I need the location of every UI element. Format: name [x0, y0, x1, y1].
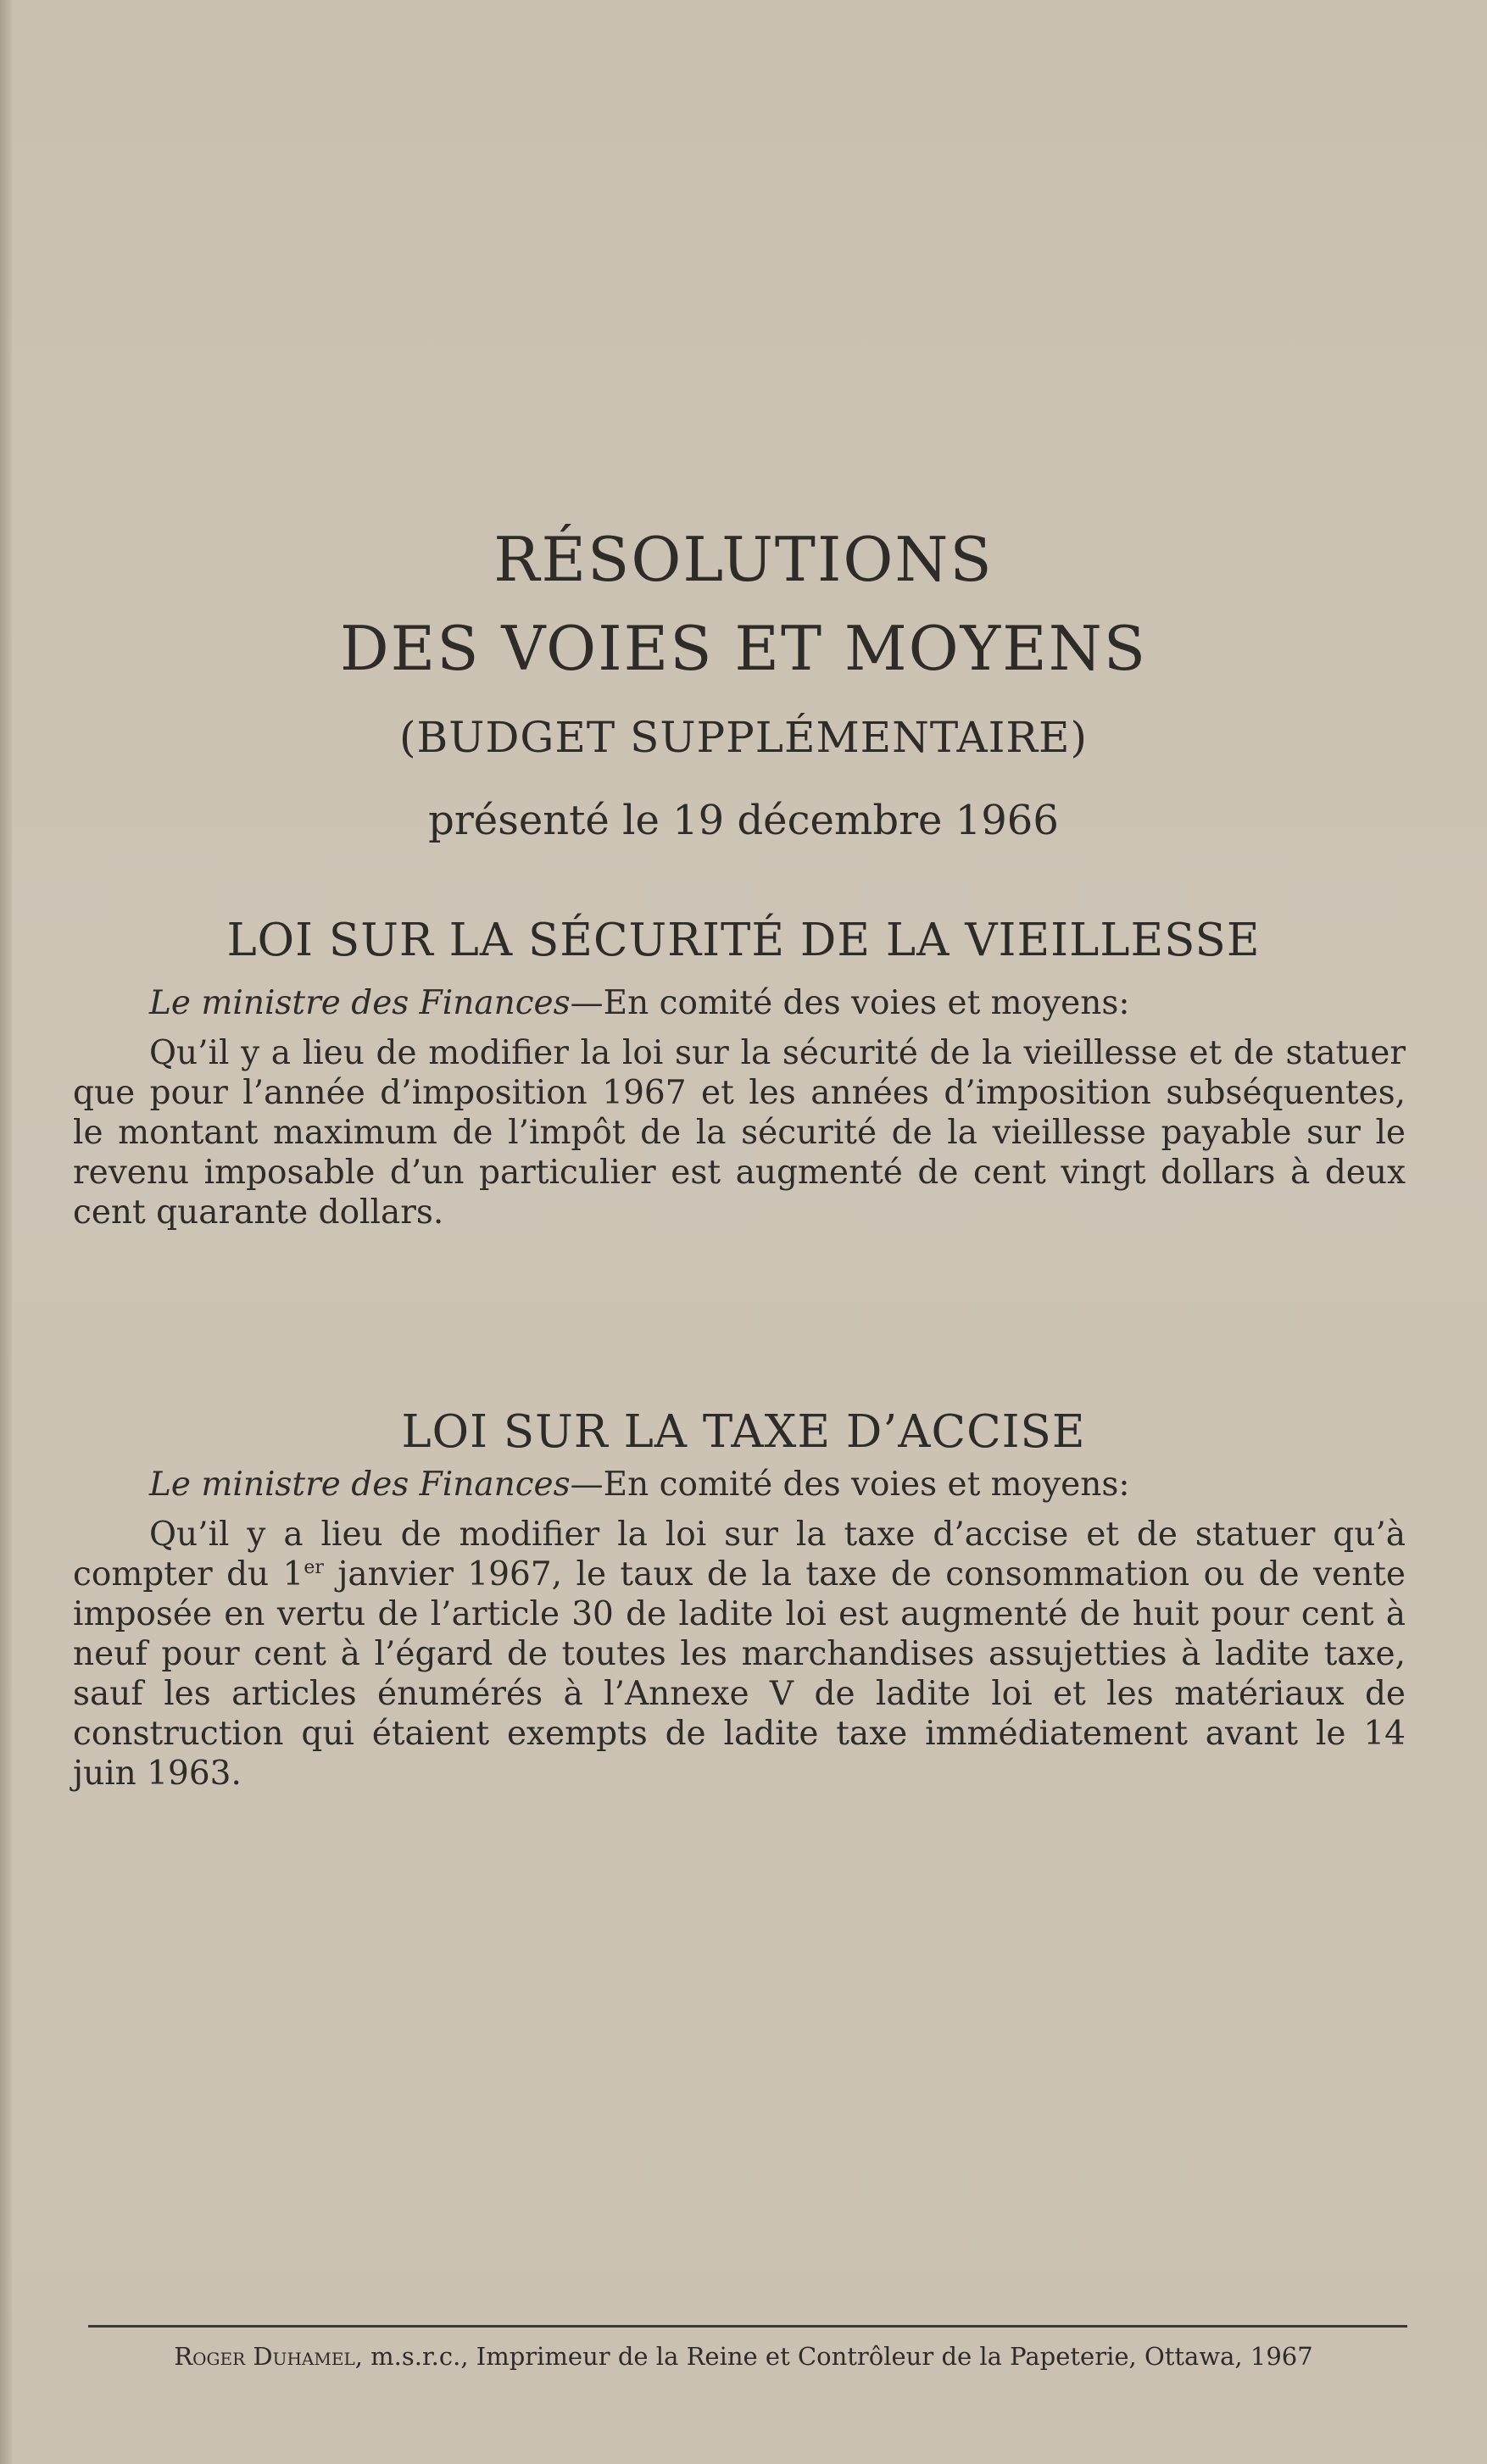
printer-name: Roger Duhamel — [174, 2342, 355, 2371]
title-line-1: RÉSOLUTIONS — [493, 524, 994, 595]
printer-imprint — [0, 2339, 1487, 2373]
section-intro — [73, 983, 1406, 1023]
section-intro — [73, 1465, 1406, 1505]
committee-label: —En comité des voies et moyens: — [570, 1466, 1130, 1504]
body-text-end: janvier 1967, le taux de la taxe de consommation ou de vente imposée en vertu de l’article 30 de ladite loi est augmenté de huit pour cent à neuf pour cent à l’égard de toutes les marchandises assujetties à ladite taxe, sauf les articles énumérés à l’Annexe V de ladite loi et les matériaux de construction qui étaient exempts de ladite taxe immédiatement avant le 14 juin 1963. — [73, 1555, 1406, 1793]
presentation-date: présenté le 19 décembre 1966 — [428, 797, 1059, 844]
body-text-start: Qu’il y a lieu de modifier la loi sur la taxe d’accise et de statuer qu’à compter du 1 — [73, 1516, 1406, 1594]
footer-divider — [88, 2325, 1407, 2328]
section-body — [73, 1515, 1406, 1794]
committee-label: —En comité des voies et moyens: — [570, 984, 1130, 1022]
section-old-age-security — [73, 983, 1406, 1232]
title-subtitle: (BUDGET SUPPLÉMENTAIRE) — [398, 713, 1089, 762]
minister-label: Le ministre des Finances — [149, 984, 571, 1022]
section-excise-tax — [73, 1465, 1406, 1794]
printer-details: , m.s.r.c., Imprimeur de la Reine et Contrôleur de la Papeterie, Ottawa, 1967 — [354, 2342, 1313, 2371]
page-spine-shadow — [0, 0, 12, 2464]
ordinal-superscript: er — [304, 1557, 324, 1578]
minister-label: Le ministre des Finances — [149, 1466, 571, 1504]
section-heading-old-age-security: LOI SUR LA SÉCURITÉ DE LA VIEILLESSE — [226, 915, 1261, 966]
section-body: Qu’il y a lieu de modifier la loi sur la sécurité de la vieillesse et de statuer que pour l’année d’imposition 1967 et les années d’imposition subséquentes, le montant maximum de l’impôt de la sécurité de la vieillesse payable sur le revenu imposable d’un particulier est augmenté de cent vingt dollars à deux cent quarante dollars. — [73, 1034, 1406, 1232]
title-line-2: DES VOIES ET MOYENS — [339, 613, 1148, 684]
section-heading-excise-tax: LOI SUR LA TAXE D’ACCISE — [401, 1406, 1086, 1458]
